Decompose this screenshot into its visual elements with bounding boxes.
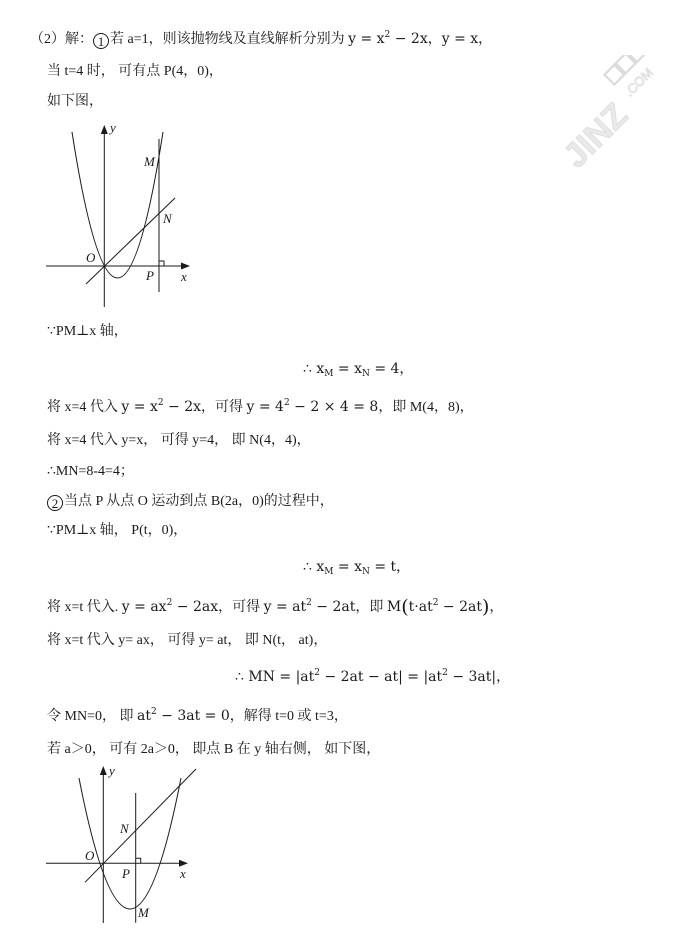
circled-number-2: 2 (47, 495, 63, 511)
parabola-curve (79, 778, 181, 909)
watermark-logo (540, 55, 690, 175)
solve-mn-zero-line: 令 MN=0， 即 $at^2 - 3at = 0$，解得 t=0 或 t=3， (47, 707, 348, 724)
pm-perpendicular-pt-line: ∵PM⊥x 轴， P(t，0)， (47, 523, 188, 538)
right-angle-mark (159, 261, 164, 266)
substitute-xt-parabola: 将 x=t 代入. $y = ax^2 - 2ax$，可得 $y = at^2 - 2at$，即 $M(t\cdot at^2 - 2at)$， (47, 596, 504, 618)
mn-absolute-expression: ∴ MN = $|at^2 - 2at - at| = |at^2 - 3at|$， (235, 668, 511, 685)
substitute-x4-parabola: 将 x=4 代入 $y = x^2 - 2x$，可得 $y = 4^2 - 2 \times 4 = 8$，即 M(4，8)， (47, 398, 474, 415)
point-m-label: M (138, 905, 149, 920)
pm-perpendicular-line: ∵PM⊥x 轴， (47, 324, 128, 339)
origin-label: O (85, 848, 95, 863)
substitute-x4-line: 将 x=4 代入 y=x， 可得 y=4， 即 N(4，4)， (47, 433, 311, 448)
svg-text:JINZ: JINZ (556, 96, 636, 175)
x-axis-label: x (180, 866, 186, 881)
substitute-xt-line: 将 x=t 代入 y= ax， 可得 y= at， 即 N(t， at)， (47, 633, 328, 648)
point-n-label: N (163, 211, 172, 226)
case-a-positive-line: 若 a＞0， 可有 2a＞0， 即点 B 在 y 轴右侧， 如下图， (47, 742, 381, 757)
y-axis-arrow-icon (100, 766, 107, 775)
point-n-label: N (120, 821, 129, 836)
origin-label: O (86, 250, 96, 265)
point-p-label: P (146, 268, 154, 283)
part-2-intro-line: 2 当点 P 从点 O 运动到点 B(2a，0)的过程中， (47, 492, 334, 512)
point-p-label: P (122, 866, 130, 881)
xm-equals-xn-4: ∴ $x_M = x_N = 4$， (303, 361, 414, 379)
solution-intro-line (30, 29, 492, 49)
point-m-label: M (144, 154, 155, 169)
mn-result-line: ∴MN=8-4=4； (47, 464, 134, 479)
graph-2-parabola-line (40, 760, 210, 933)
line-y-equals-x (86, 198, 175, 284)
y-axis-label: y (109, 763, 115, 778)
xm-equals-xn-t: ∴ $x_M = x_N = t$， (303, 559, 411, 577)
x-axis-label: x (181, 269, 187, 284)
see-figure-line: 如下图， (47, 94, 103, 109)
y-axis-label: y (110, 120, 116, 135)
part-label: （2）解： (30, 32, 93, 47)
equations-formula: $y = x^2 - 2x$，y = x， (348, 30, 493, 47)
svg-text:.COM: .COM (621, 64, 656, 100)
intro-text: 若 a=1，则该抛物线及直线解析分别为 (110, 32, 349, 47)
circled-number-1: 1 (93, 33, 109, 49)
point-p-line: 当 t=4 时， 可有点 P(4，0)， (47, 64, 223, 79)
graph-1-parabola-line (40, 115, 200, 315)
right-angle-mark (136, 858, 141, 863)
y-axis-arrow-icon (101, 125, 108, 134)
